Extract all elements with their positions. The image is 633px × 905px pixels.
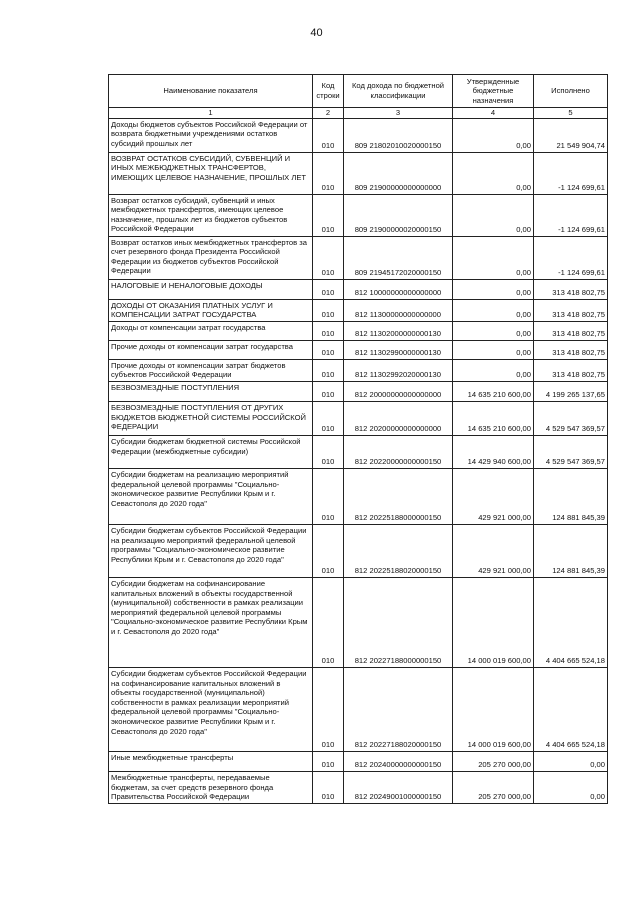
column-number: 2	[313, 108, 344, 119]
table-row	[109, 299, 608, 321]
cell-line: 010	[313, 751, 344, 771]
cell-executed: 0,00	[534, 751, 608, 771]
cell-executed: 4 529 547 369,57	[534, 401, 608, 435]
cell-executed: 313 418 802,75	[534, 279, 608, 299]
table-row	[109, 577, 608, 667]
cell-approved: 0,00	[453, 279, 534, 299]
cell-code: 812 11302000000000130	[344, 321, 453, 340]
column-number: 4	[453, 108, 534, 119]
cell-executed: -1 124 699,61	[534, 236, 608, 279]
cell-line: 010	[313, 577, 344, 667]
cell-line: 010	[313, 771, 344, 803]
cell-code: 812 20200000000000000	[344, 401, 453, 435]
table-row	[109, 340, 608, 359]
cell-approved: 205 270 000,00	[453, 751, 534, 771]
cell-name: Доходы от компенсации затрат государства	[109, 321, 313, 340]
table-row	[109, 194, 608, 236]
page-number: 40	[310, 27, 323, 39]
cell-approved: 14 635 210 600,00	[453, 401, 534, 435]
cell-name: ДОХОДЫ ОТ ОКАЗАНИЯ ПЛАТНЫХ УСЛУГ И КОМПЕНСАЦИИ ЗАТРАТ ГОСУДАРСТВА	[109, 299, 313, 321]
cell-code: 809 21900000020000150	[344, 194, 453, 236]
cell-line: 010	[313, 381, 344, 401]
cell-executed: -1 124 699,61	[534, 152, 608, 194]
cell-name: Возврат остатков субсидий, субвенций и иных межбюджетных трансфертов, имеющих целевое назначение, прошлых лет из бюджетов субъектов Российской Федерации	[109, 194, 313, 236]
cell-approved: 14 635 210 600,00	[453, 381, 534, 401]
column-number: 1	[109, 108, 313, 119]
cell-code: 812 11300000000000000	[344, 299, 453, 321]
cell-approved: 429 921 000,00	[453, 524, 534, 577]
cell-line: 010	[313, 667, 344, 751]
cell-executed: 0,00	[534, 771, 608, 803]
cell-executed: 124 881 845,39	[534, 468, 608, 524]
cell-name: Межбюджетные трансферты, передаваемые бюджетам, за счет средств резервного фонда Правительства Российской Федерации	[109, 771, 313, 803]
table-row	[109, 279, 608, 299]
cell-approved: 0,00	[453, 118, 534, 152]
cell-name: Иные межбюджетные трансферты	[109, 751, 313, 771]
cell-executed: 313 418 802,75	[534, 359, 608, 381]
cell-executed: 313 418 802,75	[534, 340, 608, 359]
header-name: Наименование показателя	[109, 75, 313, 108]
cell-name: Прочие доходы от компенсации затрат бюджетов субъектов Российской Федерации	[109, 359, 313, 381]
cell-line: 010	[313, 468, 344, 524]
cell-code: 812 20240000000000150	[344, 751, 453, 771]
table-row	[109, 118, 608, 152]
header-revenue-code: Код дохода по бюджетной классификации	[344, 75, 453, 108]
cell-line: 010	[313, 435, 344, 468]
header-executed: Исполнено	[534, 75, 608, 108]
cell-line: 010	[313, 401, 344, 435]
cell-approved: 0,00	[453, 359, 534, 381]
cell-line: 010	[313, 118, 344, 152]
cell-approved: 0,00	[453, 299, 534, 321]
cell-name: Субсидии бюджетам на софинансирование капитальных вложений в объекты государственной (муниципальной) собственности в рамках реализации мероприятий федеральной целевой программы "Социально-экономическое развитие Республики Крым и г. Севастополя до 2020 года"	[109, 577, 313, 667]
cell-name: Субсидии бюджетам бюджетной системы Российской Федерации (межбюджетные субсидии)	[109, 435, 313, 468]
cell-code: 812 20227188020000150	[344, 667, 453, 751]
cell-line: 010	[313, 340, 344, 359]
table-row	[109, 359, 608, 381]
cell-code: 812 20227188000000150	[344, 577, 453, 667]
cell-line: 010	[313, 236, 344, 279]
cell-approved: 14 429 940 600,00	[453, 435, 534, 468]
cell-approved: 0,00	[453, 321, 534, 340]
cell-executed: 4 199 265 137,65	[534, 381, 608, 401]
cell-approved: 14 000 019 600,00	[453, 667, 534, 751]
cell-line: 010	[313, 152, 344, 194]
table-row	[109, 468, 608, 524]
header-approved: Утвержденные бюджетные назначения	[453, 75, 534, 108]
cell-approved: 205 270 000,00	[453, 771, 534, 803]
cell-name: Возврат остатков иных межбюджетных трансфертов за счет резервного фонда Президента Российской Федерации из бюджетов субъектов Российской Федерации	[109, 236, 313, 279]
cell-approved: 429 921 000,00	[453, 468, 534, 524]
cell-name: Субсидии бюджетам субъектов Российской Федерации на реализацию мероприятий федеральной целевой программы "Социально-экономическое развитие Республики Крым и г. Севастополя до 2020 года"	[109, 524, 313, 577]
cell-line: 010	[313, 299, 344, 321]
table-row	[109, 771, 608, 803]
cell-name: Прочие доходы от компенсации затрат государства	[109, 340, 313, 359]
cell-line: 010	[313, 194, 344, 236]
cell-name: БЕЗВОЗМЕЗДНЫЕ ПОСТУПЛЕНИЯ ОТ ДРУГИХ БЮДЖЕТОВ БЮДЖЕТНОЙ СИСТЕМЫ РОССИЙСКОЙ ФЕДЕРАЦИИ	[109, 401, 313, 435]
cell-line: 010	[313, 524, 344, 577]
cell-code: 812 11302990000000130	[344, 340, 453, 359]
cell-approved: 0,00	[453, 236, 534, 279]
cell-name: НАЛОГОВЫЕ И НЕНАЛОГОВЫЕ ДОХОДЫ	[109, 279, 313, 299]
cell-line: 010	[313, 279, 344, 299]
cell-code: 809 21945172020000150	[344, 236, 453, 279]
table-row	[109, 236, 608, 279]
cell-executed: -1 124 699,61	[534, 194, 608, 236]
cell-executed: 4 529 547 369,57	[534, 435, 608, 468]
revenue-table	[108, 74, 608, 804]
cell-executed: 313 418 802,75	[534, 299, 608, 321]
table-row	[109, 751, 608, 771]
column-numbers-row	[109, 108, 608, 119]
column-number: 3	[344, 108, 453, 119]
cell-approved: 14 000 019 600,00	[453, 577, 534, 667]
table-row	[109, 524, 608, 577]
cell-code: 812 20225188020000150	[344, 524, 453, 577]
cell-code: 809 21900000000000000	[344, 152, 453, 194]
cell-code: 812 20225188000000150	[344, 468, 453, 524]
header-row	[109, 75, 608, 108]
cell-code: 809 21802010020000150	[344, 118, 453, 152]
cell-name: Субсидии бюджетам субъектов Российской Федерации на софинансирование капитальных вложений в объекты государственной (муниципальной) собственности в рамках реализации мероприятий федеральной целевой программы "Социально-экономическое развитие Республики Крым и г. Севастополя до 2020 года"	[109, 667, 313, 751]
table-row	[109, 381, 608, 401]
cell-approved: 0,00	[453, 340, 534, 359]
cell-executed: 4 404 665 524,18	[534, 577, 608, 667]
table-row	[109, 152, 608, 194]
cell-code: 812 20249001000000150	[344, 771, 453, 803]
cell-code: 812 10000000000000000	[344, 279, 453, 299]
table-body	[109, 118, 608, 803]
cell-name: Доходы бюджетов субъектов Российской Федерации от возврата бюджетными учреждениями остатков субсидий прошлых лет	[109, 118, 313, 152]
cell-approved: 0,00	[453, 194, 534, 236]
table-row	[109, 401, 608, 435]
cell-name: ВОЗВРАТ ОСТАТКОВ СУБСИДИЙ, СУБВЕНЦИЙ И ИНЫХ МЕЖБЮДЖЕТНЫХ ТРАНСФЕРТОВ, ИМЕЮЩИХ ЦЕЛЕВОЕ НАЗНАЧЕНИЕ, ПРОШЛЫХ ЛЕТ	[109, 152, 313, 194]
cell-code: 812 20000000000000000	[344, 381, 453, 401]
cell-name: БЕЗВОЗМЕЗДНЫЕ ПОСТУПЛЕНИЯ	[109, 381, 313, 401]
table-row	[109, 435, 608, 468]
cell-executed: 313 418 802,75	[534, 321, 608, 340]
column-number: 5	[534, 108, 608, 119]
cell-executed: 21 549 904,74	[534, 118, 608, 152]
table-row	[109, 667, 608, 751]
cell-line: 010	[313, 359, 344, 381]
header-line-code: Код строки	[313, 75, 344, 108]
cell-line: 010	[313, 321, 344, 340]
cell-executed: 124 881 845,39	[534, 524, 608, 577]
cell-name: Субсидии бюджетам на реализацию мероприятий федеральной целевой программы "Социально-экономическое развитие Республики Крым и г. Севастополя до 2020 года"	[109, 468, 313, 524]
cell-code: 812 20220000000000150	[344, 435, 453, 468]
cell-code: 812 11302992020000130	[344, 359, 453, 381]
cell-executed: 4 404 665 524,18	[534, 667, 608, 751]
table-row	[109, 321, 608, 340]
cell-approved: 0,00	[453, 152, 534, 194]
